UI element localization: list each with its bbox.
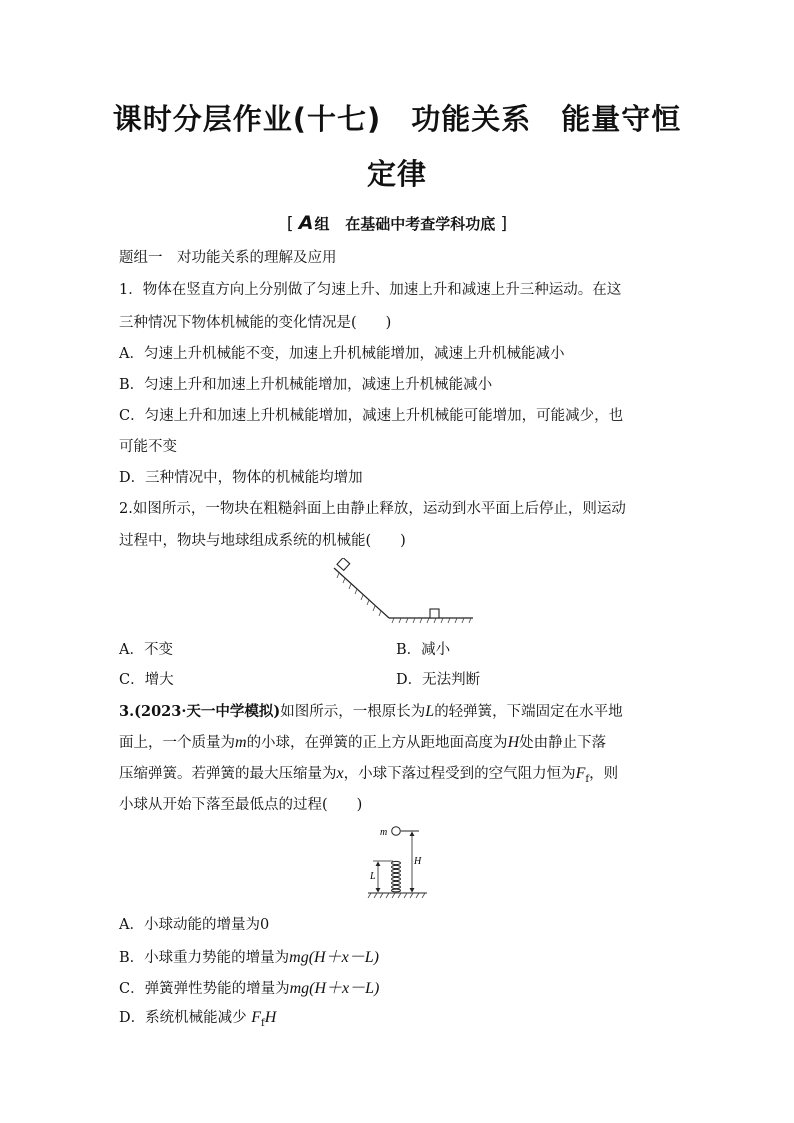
- q3-stem-line1: [119, 700, 623, 721]
- q3-source: (2023·天一中学模拟): [134, 703, 281, 720]
- q2-stem-line1: 2.如图所示，一物块在粗糙斜面上由静止释放，运动到水平面上后停止，则运动: [119, 501, 626, 517]
- q1-stem-line2: 三种情况下物体机械能的变化情况是( ): [119, 315, 392, 331]
- q3-option-text: D．系统机械能减少: [119, 1010, 247, 1026]
- incline-figure: [326, 558, 476, 626]
- q2-option-b: B．减小: [396, 642, 451, 658]
- var-H: H: [507, 734, 520, 751]
- spring-figure: [365, 822, 435, 902]
- q3-option-a: A．小球动能的增量为0: [119, 917, 270, 933]
- fig-m-label: m: [380, 827, 388, 838]
- q3-option-text: B．小球重力势能的增量为: [119, 950, 290, 966]
- topic-heading: 题组一 对功能关系的理解及应用: [119, 250, 337, 266]
- q3-text: 压缩弹簧。若弹簧的最大压缩量为: [119, 766, 337, 782]
- group-badge: [299, 212, 330, 234]
- q3-option-b-expression: mg(H＋x－L): [289, 949, 379, 966]
- q1-option-a: A．匀速上升机械能不变，加速上升机械能增加，减速上升机械能减小: [119, 346, 565, 362]
- group-word: 组: [314, 215, 330, 233]
- q3-option-b: [119, 944, 379, 967]
- var-F: F: [575, 765, 586, 782]
- q3-number: 3.: [119, 703, 135, 720]
- q3-text: 面上，一个质量为: [119, 735, 235, 751]
- var-x: x: [336, 765, 344, 782]
- section-subtitle: 在基础中考查学科功底: [345, 215, 496, 233]
- fig-H-label: H: [414, 856, 422, 867]
- q3-text: ，小球下落过程受到的空气阻力恒为: [343, 766, 576, 782]
- group-a-letter: A: [298, 212, 314, 234]
- q1-option-d: D．三种情况中，物体的机械能均增加: [119, 470, 363, 486]
- var-F: F: [251, 1009, 262, 1026]
- var-m: m: [235, 734, 247, 751]
- q3-text: 如图所示，一根原长为: [280, 704, 426, 720]
- page-title-continued: 定律: [366, 157, 427, 191]
- q3-text: ，则: [589, 766, 619, 782]
- q1-stem-line1: 1．物体在竖直方向上分别做了匀速上升、加速上升和减速上升三种运动。在这: [119, 282, 622, 298]
- q1-option-b: B．匀速上升和加速上升机械能增加，减速上升机械能减小: [119, 377, 493, 393]
- page-title: 课时分层作业(十七) 功能关系 能量守恒: [112, 102, 682, 136]
- q1-option-c-line2: 可能不变: [119, 439, 177, 455]
- q2-option-d: D．无法判断: [396, 672, 481, 688]
- q3-option-c-expression: mg(H＋x－L): [289, 980, 380, 997]
- var-f-subscript: f: [261, 1017, 265, 1029]
- q3-text: 的小球，在弹簧的正上方从距地面高度为: [246, 735, 508, 751]
- section-header: [0, 212, 794, 234]
- q3-text: 处由静止下落: [519, 735, 607, 751]
- var-f-subscript: f: [585, 773, 590, 785]
- section-bracket-close: ]: [500, 214, 508, 234]
- q1-option-c-line1: C．匀速上升和加速上升机械能增加，减速上升机械能可能增加，可能减少，也: [119, 408, 624, 424]
- var-L: L: [425, 703, 435, 720]
- q3-option-d: [119, 1006, 276, 1029]
- var-H: H: [264, 1009, 277, 1026]
- q3-option-c: [119, 975, 379, 998]
- section-bracket-open: [: [286, 214, 294, 234]
- q2-stem-line2: 过程中，物块与地球组成系统的机械能( ): [119, 533, 406, 549]
- q3-option-text: C．弹簧弹性势能的增量为: [119, 981, 290, 997]
- q2-option-a: A．不变: [119, 642, 173, 658]
- q3-text: 的轻弹簧，下端固定在水平地: [434, 704, 623, 720]
- q3-stem-line2: [119, 731, 606, 752]
- q3-stem-line3: [119, 762, 618, 785]
- q3-stem-line4: 小球从开始下落至最低点的过程( ): [119, 797, 363, 813]
- q2-option-c: C．增大: [119, 672, 174, 688]
- fig-L-label: L: [370, 871, 376, 882]
